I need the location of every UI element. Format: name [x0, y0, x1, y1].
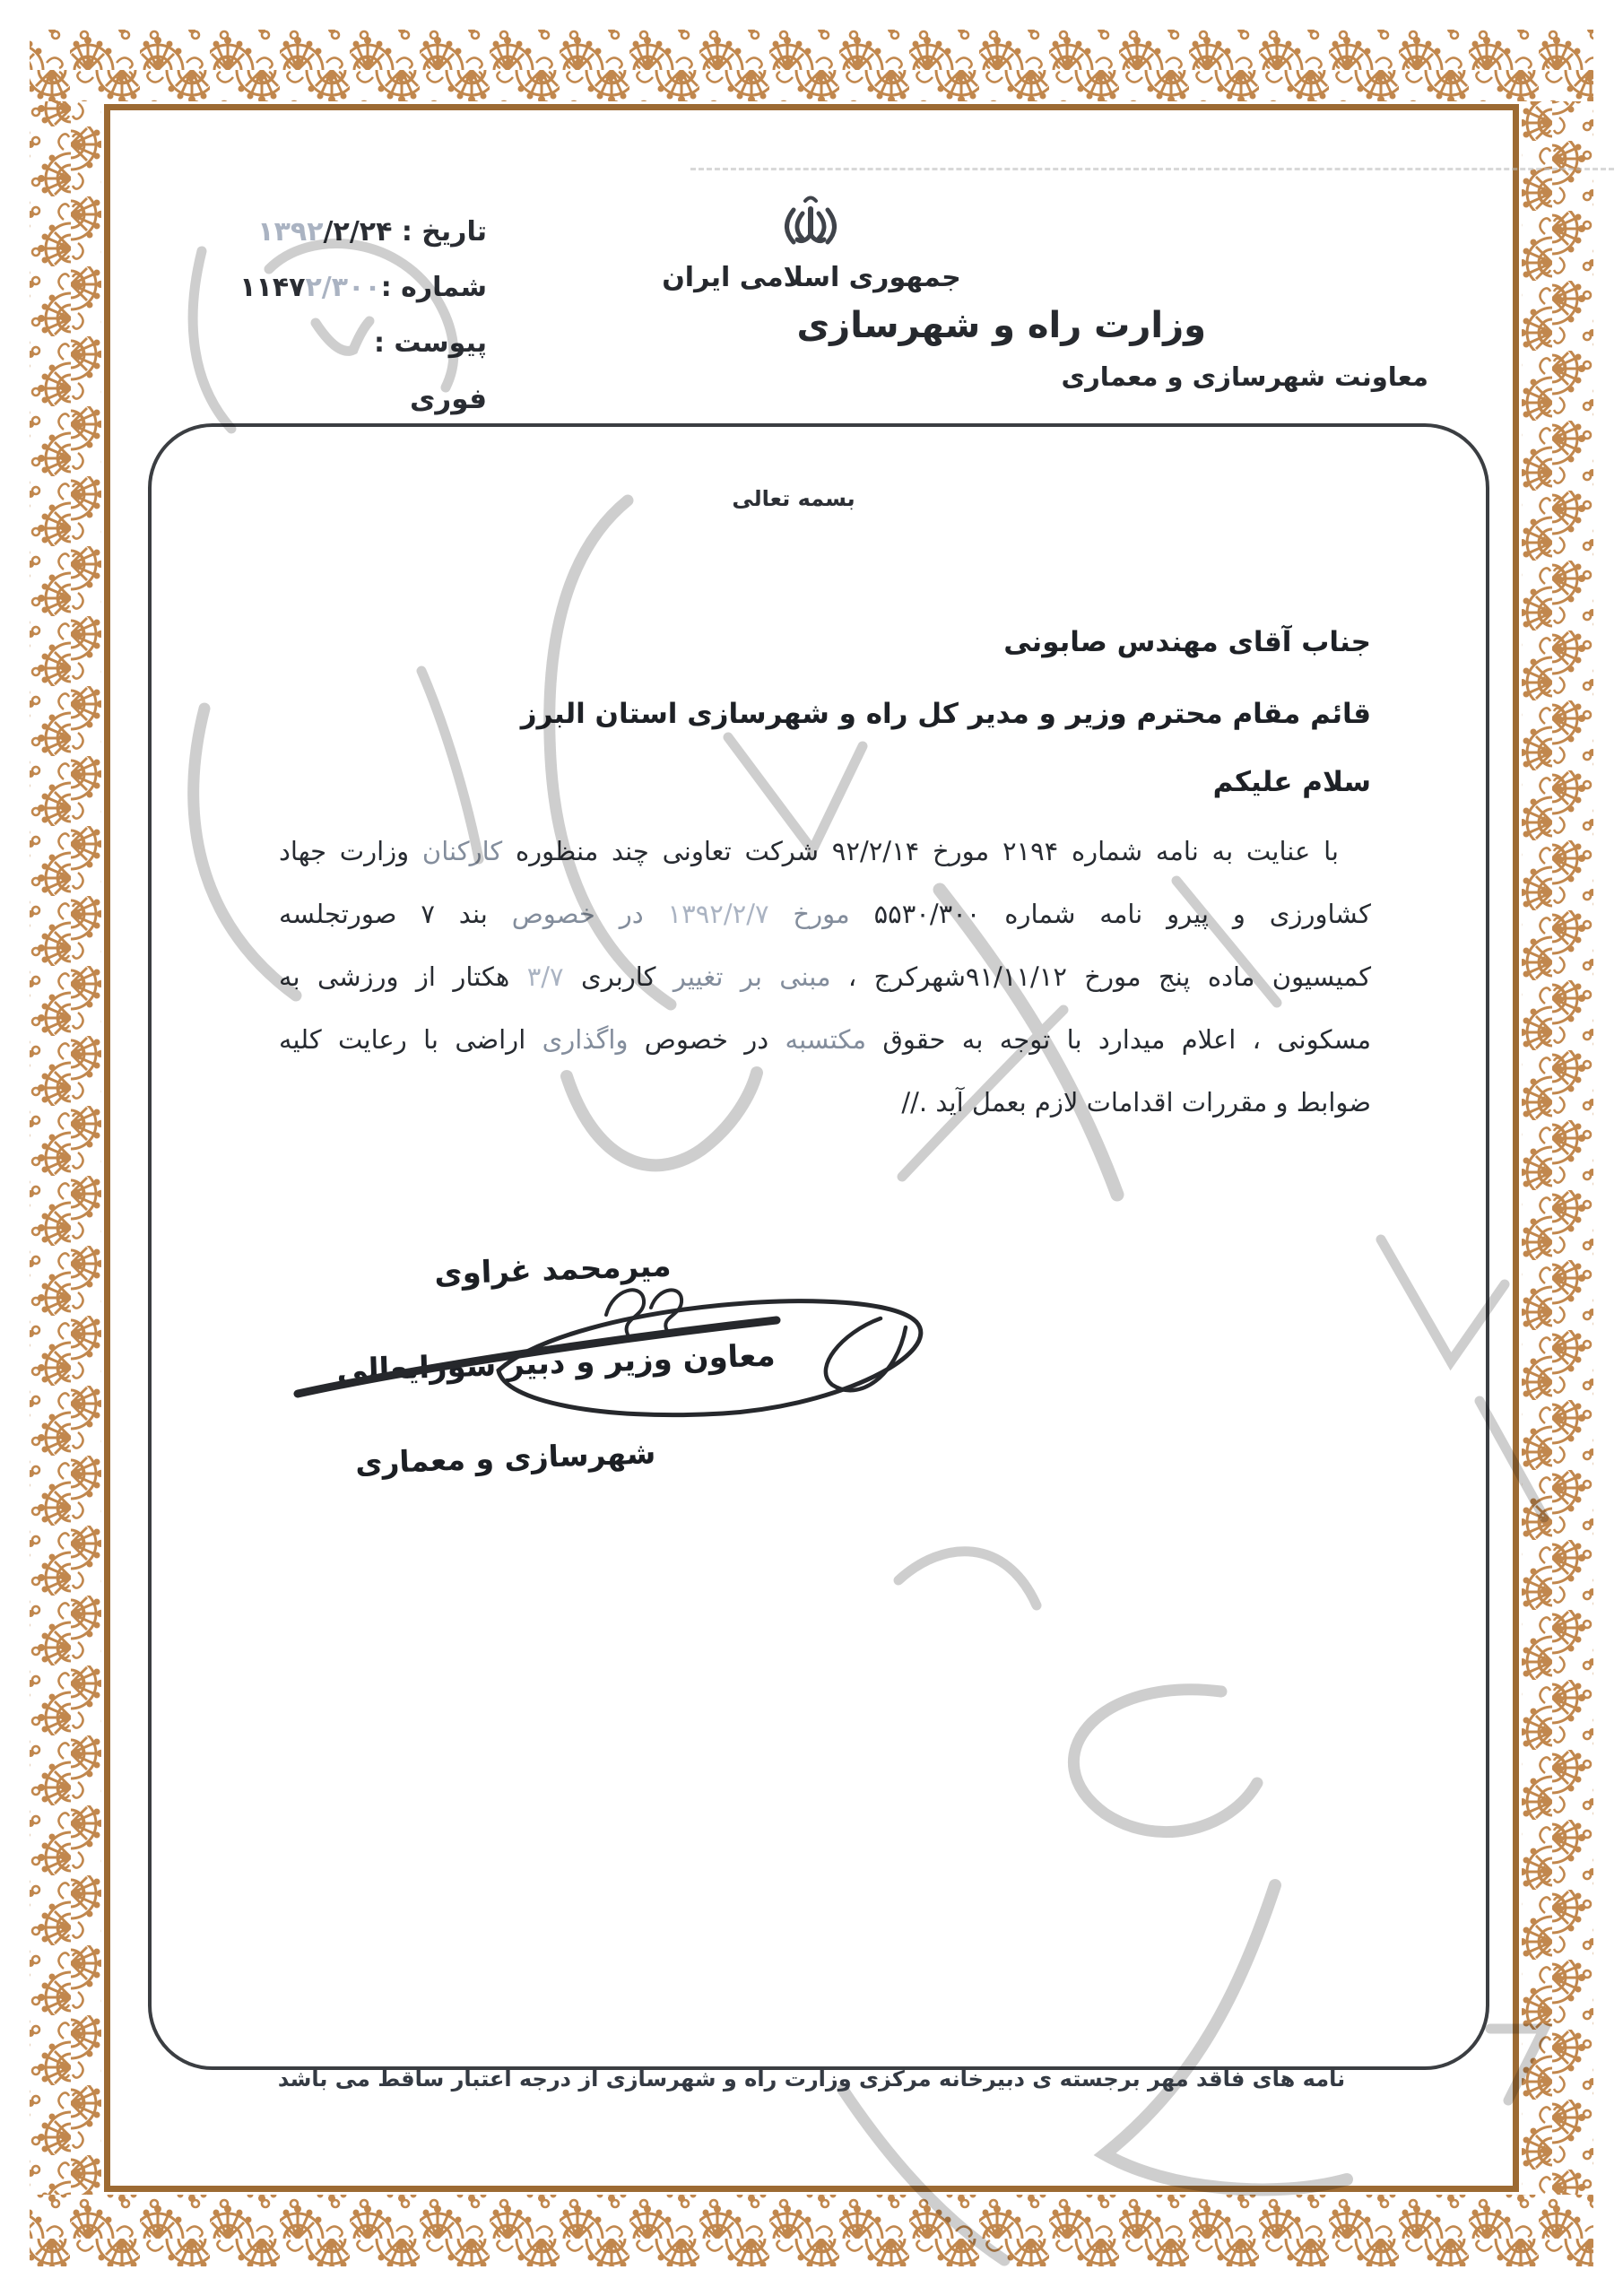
signature-block — [319, 1240, 794, 1486]
letter-body-box — [148, 423, 1489, 2070]
addressee-line-2: قائم مقام محترم وزیر و مدیر کل راه و شهرسازی استان البرز — [520, 698, 1371, 730]
signatory-title-line-2: شهرسازی و معماری — [354, 1435, 656, 1481]
signatory-name: میرمحمد غراوی — [433, 1248, 673, 1292]
scan-artifact-line — [690, 168, 1614, 170]
body-line-1: با عنایت به نامه شماره ۲۱۹۴ مورخ ۹۲/۲/۱۴ شرکت تعاونی چند منظوره کارکنان وزارت جهاد — [279, 836, 1339, 866]
salutation: سلام علیکم — [1212, 766, 1371, 798]
body-line-3: کمیسیون ماده پنج مورخ ۹۱/۱۱/۱۲شهرکرج ، مبنی بر تغییر کاربری ۳/۷ هکتار از ورزشی به — [279, 961, 1371, 992]
date-value: ۱۳۹۲/۲/۲۴ — [257, 216, 393, 248]
attachment-label: پیوست : — [373, 327, 487, 359]
number-value: ۱۱۴۷۲/۳۰۰ — [239, 272, 381, 303]
body-line-5: ضوابط و مقررات اقدامات لازم بعمل آید .// — [901, 1087, 1371, 1118]
letter-meta — [101, 204, 487, 427]
body-line-4: مسکونی ، اعلام میدارد با توجه به حقوق مکتسبه در خصوص واگذاری اراضی با رعایت کلیه — [279, 1024, 1371, 1055]
date-label: تاریخ : — [401, 216, 487, 248]
date-field — [101, 204, 487, 260]
priority-flag: فوری — [410, 383, 487, 415]
letter-body — [279, 820, 1371, 1134]
number-label: شماره : — [380, 272, 487, 303]
footer-disclaimer: نامه های فاقد مهر برجسته ی دبیرخانه مرکزی وزارت راه و شهرسازی از درجه اعتبار ساقط می باشد — [277, 2066, 1346, 2092]
ministry-title: وزارت راه و شهرسازی — [796, 305, 1206, 346]
besmele: بسمه تعالی — [732, 486, 855, 511]
deputy-title: معاونت شهرسازی و معماری — [1061, 361, 1428, 392]
number-field — [101, 260, 487, 316]
country-title: جمهوری اسلامی ایران — [662, 262, 961, 293]
addressee-line-1: جناب آقای مهندس صابونی — [1003, 626, 1371, 658]
iran-emblem-icon — [782, 196, 839, 253]
body-line-2: کشاورزی و پیرو نامه شماره ۵۵۳۰/۳۰۰ مورخ ۱۳۹۲/۲/۷ در خصوص بند ۷ صورتجلسه — [279, 899, 1371, 929]
attachment-field — [101, 316, 487, 371]
signatory-title-line-1: معاون وزیر و دبیر شورایعالی — [335, 1337, 777, 1389]
